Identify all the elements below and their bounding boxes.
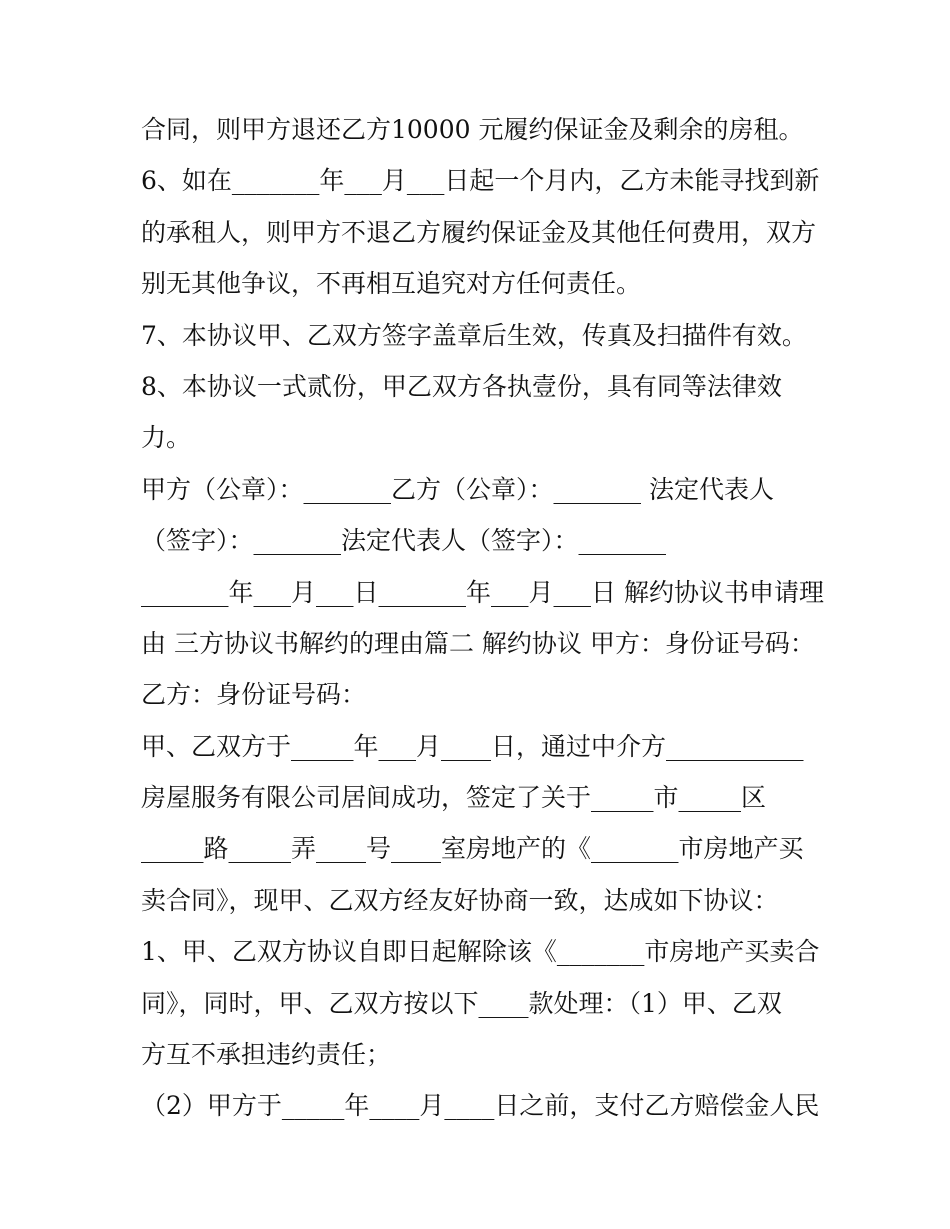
text-line: （签字）：_______法定代表人（签字）：_______: [141, 526, 667, 556]
text-line: 乙方：身份证号码：: [141, 680, 367, 710]
text-line: 6、如在_______年___月___日起一个月内，乙方未能寻找到新: [141, 166, 820, 196]
text-line: 1、甲、乙双方协议自即日起解除该《_______市房地产买卖合: [141, 937, 820, 967]
text-line: （2）甲方于_____年____月____日之前，支付乙方赔偿金人民: [141, 1091, 820, 1121]
text-line: _______年___月___日_______年___月___日 解约协议书申请理: [141, 577, 824, 607]
text-line: 甲方（公章）：_______乙方（公章）：_______ 法定代表人: [141, 474, 774, 504]
text-line: 甲、乙双方于_____年___月____日，通过中介方___________: [141, 731, 804, 761]
text-line: 卖合同》，现甲、乙双方经友好协商一致，达成如下协议：: [141, 885, 779, 915]
text-line: _____路_____弄____号____室房地产的《_______市房地产买: [141, 834, 804, 864]
text-line: 同》，同时，甲、乙双方按以下____款处理：（1）甲、乙双: [141, 988, 782, 1018]
text-line: 由 三方协议书解约的理由篇二 解约协议 甲方：身份证号码：: [141, 628, 815, 658]
text-line: 8、本协议一式贰份，甲乙双方各执壹份，具有同等法律效: [141, 371, 782, 401]
text-line: 房屋服务有限公司居间成功，签定了关于_____市_____区: [141, 783, 767, 813]
document-body: [141, 104, 831, 1132]
text-line: 力。: [141, 423, 192, 453]
text-line: 方互不承担违约责任；: [141, 1040, 392, 1070]
text-line: 7、本协议甲、乙双方签字盖章后生效，传真及扫描件有效。: [141, 320, 807, 350]
text-line: 别无其他争议，不再相互追究对方任何责任。: [141, 269, 642, 299]
text-line: 的承租人，则甲方不退乙方履约保证金及其他任何费用，双方: [141, 217, 817, 247]
text-line: 合同，则甲方退还乙方10000 元履约保证金及剩余的房租。: [141, 115, 804, 144]
